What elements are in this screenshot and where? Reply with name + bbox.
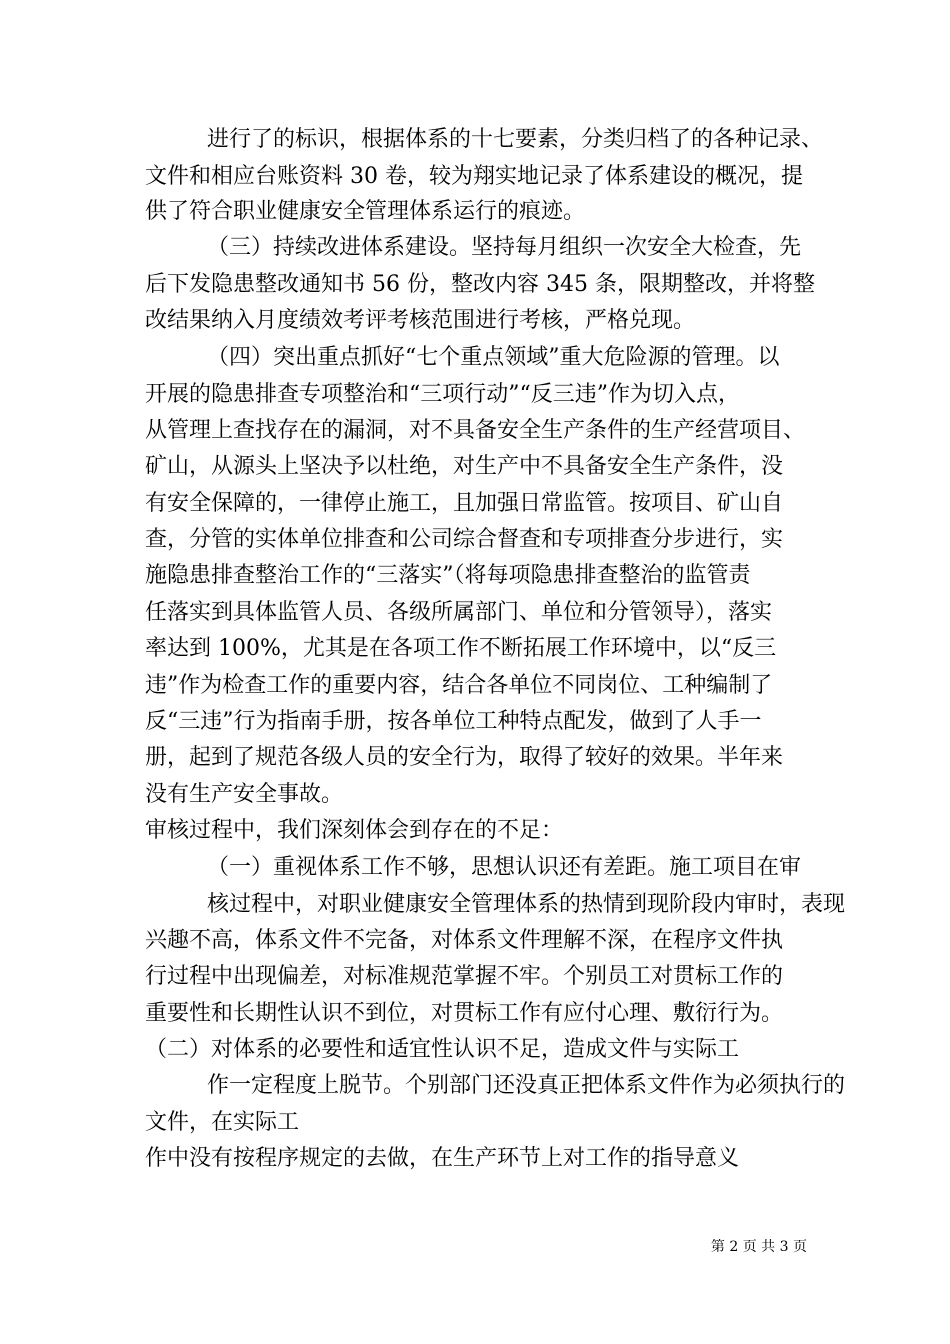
text-line: 核过程中，对职业健康安全管理体系的热情到现阶段内审时，表现 [207,892,846,917]
page-number-footer: 第 2 页 共 3 页 [710,1239,807,1255]
text-line: 任落实到具体监管人员、各级所属部门、单位和分管领导），落实 [145,600,773,625]
text-line: 作中没有按程序规定的去做，在生产环节上对工作的指导意义 [145,1146,740,1171]
text-line: 册，起到了规范各级人员的安全行为，取得了较好的效果。半年来 [145,745,784,770]
text-line: 有安全保障的，一律停止施工，且加强日常监管。按项目、矿山自 [145,491,784,516]
text-line: （三）持续改进体系建设。坚持每月组织一次安全大检查，先 [207,235,802,260]
text-line: 文件，在实际工 [145,1110,300,1135]
text-line: 作一定程度上脱节。个别部门还没真正把体系文件作为必须执行的 [207,1073,846,1098]
text-line: 进行了的标识，根据体系的十七要素，分类归档了的各种记录、 [207,127,824,152]
text-line: （一）重视体系工作不够，思想认识还有差距。施工项目在审 [207,855,802,880]
text-line: 没有生产安全事故。 [145,782,344,807]
text-line: 重要性和长期性认识不到位，对贯标工作有应付心理、敷衍行为。 [145,1001,784,1026]
text-line: 行过程中出现偏差，对标准规范掌握不牢。个别员工对贯标工作的 [145,964,784,989]
text-line: 违”作为检查工作的重要内容，结合各单位不同岗位、工种编制了 [145,673,773,698]
text-line: 反“三违”行为指南手册，按各单位工种特点配发，做到了人手一 [145,709,762,734]
text-line: 兴趣不高，体系文件不完备，对体系文件理解不深，在程序文件执 [145,928,784,953]
text-line: 后下发隐患整改通知书 56 份，整改内容 345 条，限期整改，并将整 [145,272,815,297]
text-line: 施隐患排查整治工作的“三落实”（将每项隐患排查整治的监管责 [145,563,751,588]
text-line: 改结果纳入月度绩效考评考核范围进行考核，严格兑现。 [145,308,696,333]
text-line: 审核过程中，我们深刻体会到存在的不足： [145,818,564,843]
text-line: 供了符合职业健康安全管理体系运行的痕迹。 [145,199,586,224]
text-line: （四）突出重点抓好“七个重点领域”重大危险源的管理。以 [207,345,780,370]
text-line: （二）对体系的必要性和适宜性认识不足，造成文件与实际工 [145,1037,740,1062]
text-line: 查，分管的实体单位排查和公司综合督查和专项排查分步进行，实 [145,527,784,552]
text-line: 文件和相应台账资料 30 卷，较为翔实地记录了体系建设的概况，提 [145,164,803,189]
text-line: 率达到 100%，尤其是在各项工作不断拓展工作环境中，以“反三 [145,636,777,661]
text-line: 开展的隐患排查专项整治和“三项行动”“反三违”作为切入点， [145,382,740,407]
text-line: 从管理上查找存在的漏洞，对不具备安全生产条件的生产经营项目、 [145,418,806,443]
text-line: 矿山，从源头上坚决予以杜绝，对生产中不具备安全生产条件，没 [145,454,784,479]
